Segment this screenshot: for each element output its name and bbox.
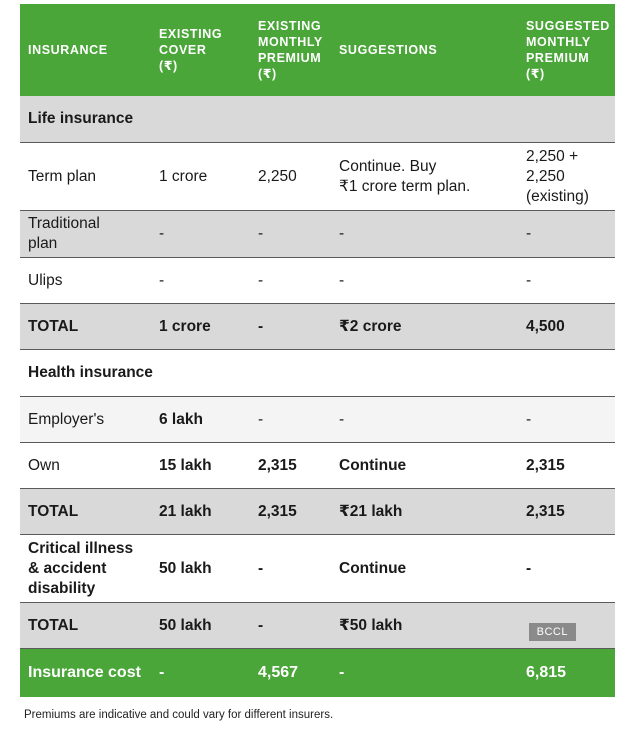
header-suggestions: SUGGESTIONS [339,43,438,57]
insurance-table [20,4,615,697]
section-title: Life insurance [28,110,134,127]
table-header [20,4,615,96]
table-row-total: TOTAL 1 crore - ₹2 crore 4,500 [20,304,615,350]
section-life-insurance [20,96,615,143]
table-row: Employer's 6 lakh - - - [20,397,615,443]
table-row-total: TOTAL 50 lakh - ₹50 lakh [20,603,615,649]
header-existing-cover: EXISTING COVER (₹) [159,27,223,73]
header-insurance: INSURANCE [28,43,108,57]
table-row: Ulips - - - - [20,258,615,304]
section-health-insurance [20,350,615,397]
header-existing-premium: EXISTING MONTHLY PREMIUM (₹) [258,19,323,81]
table-footer-insurance-cost: Insurance cost - 4,567 - 6,815 [20,649,615,697]
table-row: Traditional plan - - - - [20,211,615,258]
footnote: Premiums are indicative and could vary for different insurers. [24,709,334,721]
section-title: Health insurance [28,364,153,381]
bccl-watermark: BCCL [529,623,576,641]
header-suggested-premium: SUGGESTED MONTHLY PREMIUM (₹) [526,19,610,81]
table-row-total: TOTAL 21 lakh 2,315 ₹21 lakh 2,315 [20,489,615,535]
table-row: Own 15 lakh 2,315 Continue 2,315 [20,443,615,489]
table-row: Term plan 1 crore 2,250 Continue. Buy ₹1 crore term plan. 2,250 + 2,250 (existing) [20,143,615,211]
table-row: Critical illness & accident disability 50 lakh - Continue - [20,535,615,603]
